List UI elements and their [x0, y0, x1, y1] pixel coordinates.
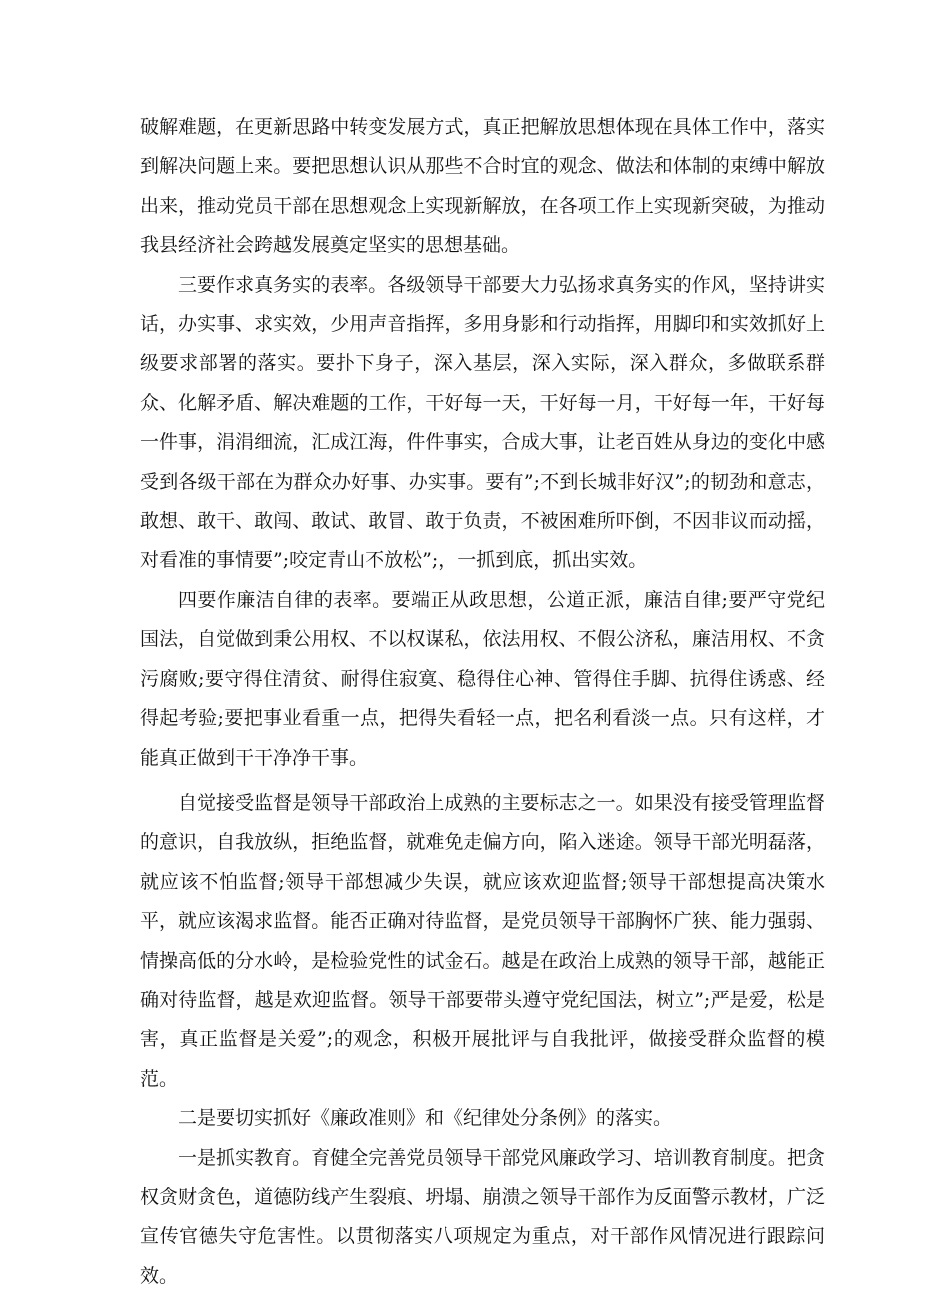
paragraph-2: 三要作求真务实的表率。各级领导干部要大力弘扬求真务实的作风，坚持讲实话，办实事、求实效，少用声音指挥，多用身影和行动指挥，用脚印和实效抓好上级要求部署的落实。要扑下身子，深入基层，深入实际，深入群众，多做联系群众、化解矛盾、解决难题的工作，干好每一天，干好每一月，干好每一年，干好每一件事，涓涓细流，汇成江海，件件事实，合成大事，让老百姓从身边的变化中感受到各级干部在为群众办好事、办实事。要有”;不到长城非好汉”;的韧劲和意志，敢想、敢干、敢闯、敢试、敢冒、敢于负责，不被困难所吓倒，不因非议而动摇，对看准的事情要”;咬定青山不放松”;，一抓到底，抓出实效。	[140, 273, 825, 572]
paragraph-4: 自觉接受监督是领导干部政治上成熟的主要标志之一。如果没有接受管理监督的意识，自我放纵，拒绝监督，就难免走偏方向，陷入迷途。领导干部光明磊落，就应该不怕监督;领导干部想减少失误，就应该欢迎监督;领导干部想提高决策水平，就应该渴求监督。能否正确对待监督，是党员领导干部胸怀广狭、能力强弱、情操高低的分水岭，是检验党性的试金石。越是在政治上成熟的领导干部，越能正确对待监督，越是欢迎监督。领导干部要带头遵守党纪国法，树立”;严是爱，松是害，真正监督是关爱”;的观念，积极开展批评与自我批评，做接受群众监督的模范。	[140, 791, 825, 1090]
paragraph-3: 四要作廉洁自律的表率。要端正从政思想，公道正派，廉洁自律;要严守党纪国法，自觉做到秉公用权、不以权谋私，依法用权、不假公济私，廉洁用权、不贪污腐败;要守得住清贫、耐得住寂寞、稳得住心神、管得住手脚、抗得住诱惑、经得起考验;要把事业看重一点，把得失看轻一点，把名利看淡一点。只有这样，才能真正做到干干净净干事。	[140, 588, 825, 769]
document-body	[140, 108, 825, 1296]
paragraph-6: 一是抓实教育。育健全完善党员领导干部党风廉政学习、培训教育制度。把贪权贪财贪色，道德防线产生裂痕、坍塌、崩溃之领导干部作为反面警示教材，广泛宣传官德失守危害性。以贯彻落实八项规定为重点，对干部作风情况进行跟踪问效。	[140, 1146, 825, 1287]
paragraph-1: 破解难题，在更新思路中转变发展方式，真正把解放思想体现在具体工作中，落实到解决问题上来。要把思想认识从那些不合时宜的观念、做法和体制的束缚中解放出来，推动党员干部在思想观念上实现新解放，在各项工作上实现新突破，为推动我县经济社会跨越发展奠定坚实的思想基础。	[140, 116, 825, 257]
paragraph-5: 二是要切实抓好《廉政准则》和《纪律处分条例》的落实。	[178, 1107, 673, 1130]
